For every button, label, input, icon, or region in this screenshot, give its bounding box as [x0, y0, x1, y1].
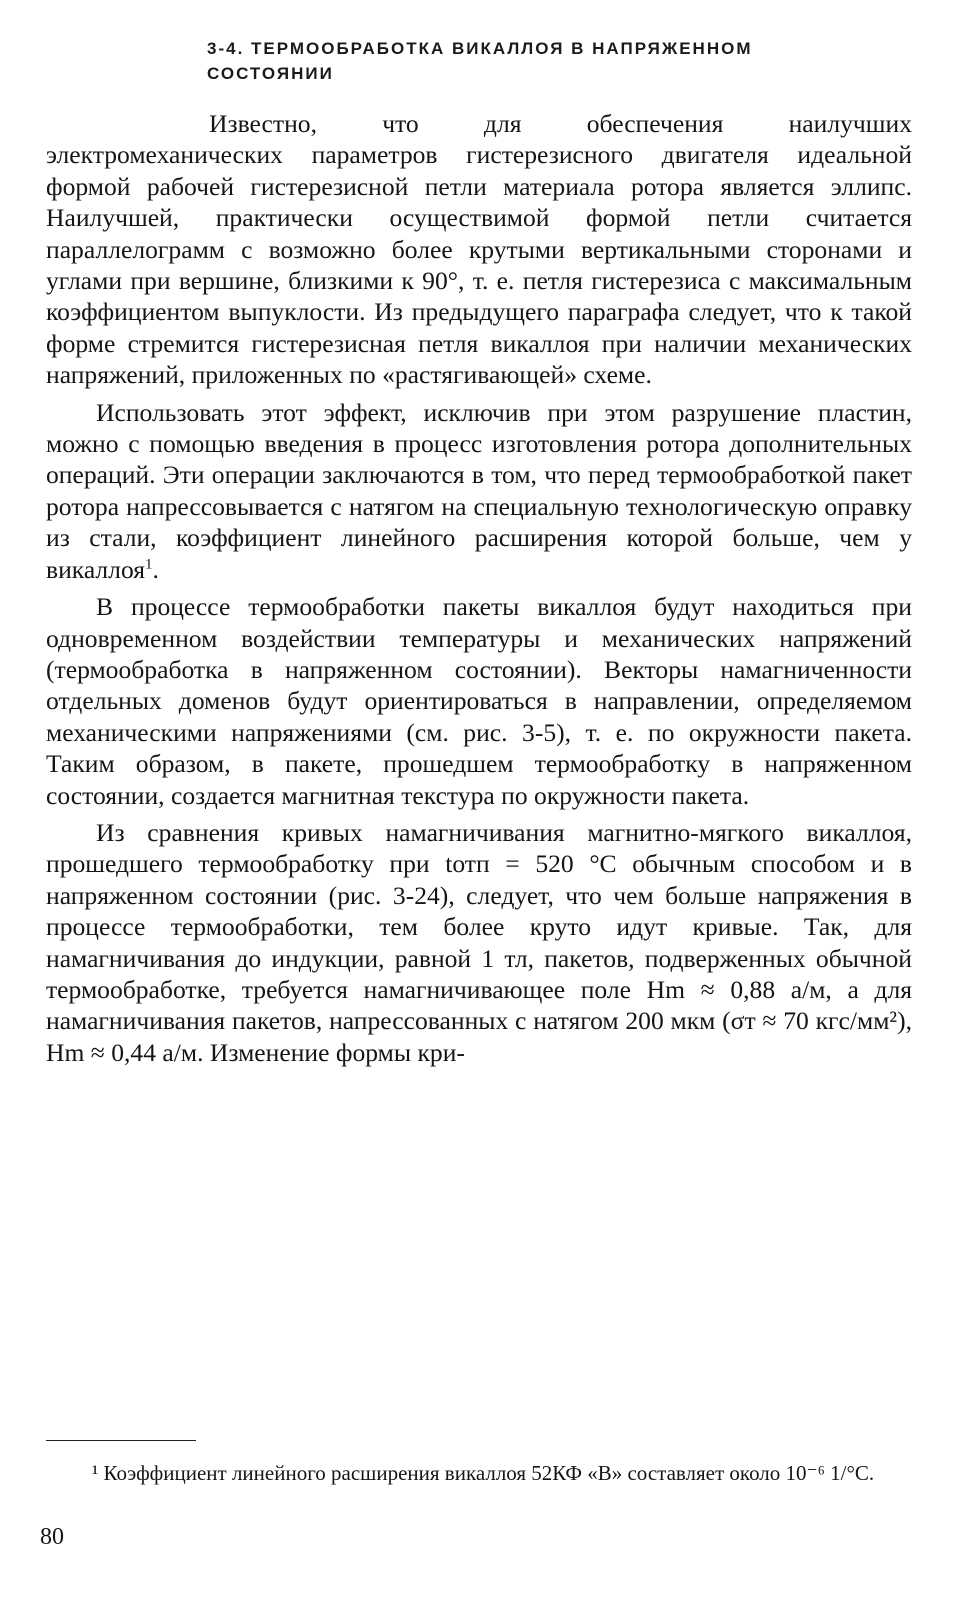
footnote: ¹ Коэффициент линейного расширения викаллоя 52КФ «В» составляет около 10⁻⁶ 1/°С. — [92, 1461, 875, 1485]
paragraph-2-end: . — [152, 554, 159, 584]
book-page — [40, 36, 912, 1581]
section-heading — [207, 36, 912, 86]
paragraph-2-text: Использовать этот эффект, исключив при этом разрушение пластин, можно с помощью введения в процесс изготовления ротора дополнительных операций. Эти операции заключаются в том, что перед термообработкой пакет ротора напрессовывается с натягом на специальную технологическую оправку из стали, коэффициент линейного расширения которой больше, чем у викаллоя — [46, 397, 912, 584]
paragraph-2 — [46, 397, 912, 585]
footnote-divider — [46, 1440, 196, 1441]
footnote-reference: 1 — [145, 556, 153, 573]
section-heading-line-1: 3-4. ТЕРМООБРАБОТКА ВИКАЛЛОЯ В НАПРЯЖЕННОМ — [207, 39, 753, 58]
section-heading-line-2: СОСТОЯНИИ — [207, 64, 334, 83]
paragraph-1: Известно, что для обеспечения наилучших электромеханических параметров гистерезисного двигателя идеальной формой рабочей гистерезисной петли материала ротора является эллипс. Наилучшей, практически осуществимой формой петли считается параллелограмм с возможно более крутыми вертикальными сторонами и углами при вершине, близкими к 90°, т. е. петля гистерезиса с максимальным коэффициентом выпуклости. Из предыдущего параграфа следует, что к такой форме стремится гистерезисная петля викаллоя при наличии механических напряжений, приложенных по «растягивающей» схеме. — [46, 109, 912, 390]
paragraph-4: Из сравнения кривых намагничивания магнитно-мягкого викаллоя, прошедшего термообработку при tотп = 520 °С обычным способом и в напряженном состоянии (рис. 3-24), следует, что чем больше напряжения в процессе термообработки, тем более круто идут кривые. Так, для намагничивания до индукции, равной 1 тл, пакетов, подверженных обычной термообработке, требуется намагничивающее поле Hm ≈ 0,88 а/м, а для намагничивания пакетов, напрессованных с натягом 200 мкм (σт ≈ 70 кгс/мм²), Hm ≈ 0,44 а/м. Изменение формы кри- — [46, 817, 912, 1067]
paragraph-3: В процессе термообработки пакеты викаллоя будут находиться при одновременном воздействии температуры и механических напряжений (термообработка в напряженном состоянии). Векторы намагниченности отдельных доменов будут ориентироваться в направлении, определяемом механическими напряжениями (см. рис. 3-5), т. е. по окружности пакета. Таким образом, в пакете, прошедшем термообработку в напряженном состоянии, создается магнитная текстура по окружности пакета. — [46, 592, 912, 810]
page-number: 80 — [40, 1524, 64, 1550]
body-text — [46, 108, 912, 1068]
